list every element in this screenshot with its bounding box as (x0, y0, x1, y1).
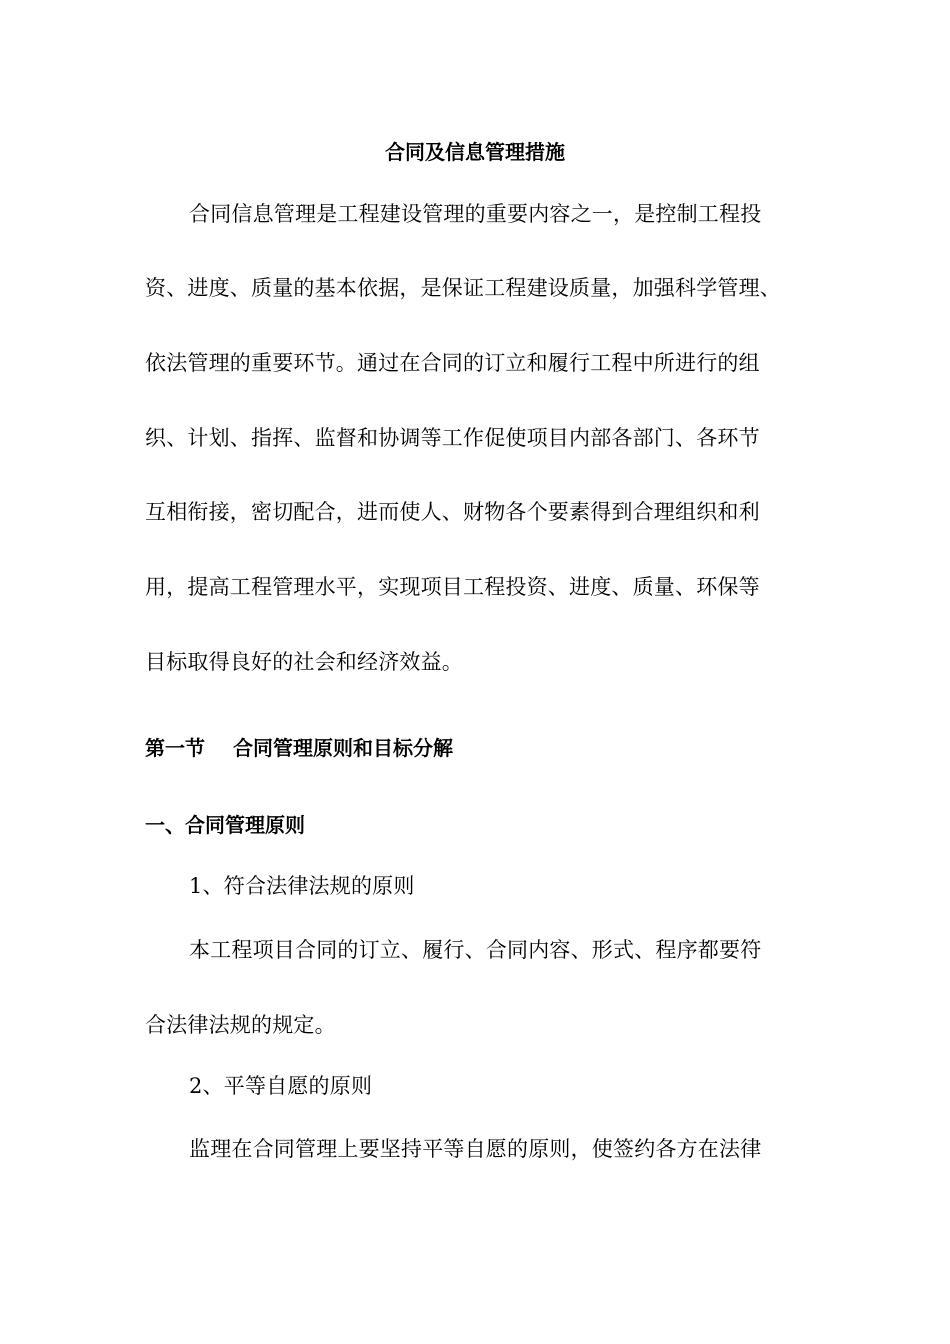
intro-line-2: 资、进度、质量的基本依据，是保证工程建设质量，加强科学管理、 (145, 276, 781, 300)
principle-2-title: 2、平等自愿的原则 (189, 1074, 373, 1098)
document-title: 合同及信息管理措施 (385, 140, 565, 164)
principle-1-title: 1、符合法律法规的原则 (189, 874, 415, 898)
intro-line-7: 目标取得良好的社会和经济效益。 (145, 650, 463, 674)
principle-1-line-1: 本工程项目合同的订立、履行、合同内容、形式、程序都要符 (189, 938, 762, 962)
intro-line-1: 合同信息管理是工程建设管理的重要内容之一，是控制工程投 (189, 202, 762, 226)
intro-line-6: 用，提高工程管理水平，实现项目工程投资、进度、质量、环保等 (145, 575, 760, 599)
section-heading (145, 733, 453, 763)
intro-line-5: 互相衔接，密切配合，进而使人、财物各个要素得到合理组织和利 (145, 500, 760, 524)
intro-line-4: 织、计划、指挥、监督和协调等工作促使项目内部各部门、各环节 (145, 426, 760, 450)
subheading: 一、合同管理原则 (145, 813, 305, 837)
section-number: 第一节 (145, 736, 205, 760)
principle-1-line-2: 合法律法规的规定。 (145, 1013, 336, 1037)
section-title: 合同管理原则和目标分解 (233, 736, 453, 760)
principle-2-line-1: 监理在合同管理上要坚持平等自愿的原则，使签约各方在法律 (189, 1137, 762, 1161)
intro-line-3: 依法管理的重要环节。通过在合同的订立和履行工程中所进行的组 (145, 351, 760, 375)
